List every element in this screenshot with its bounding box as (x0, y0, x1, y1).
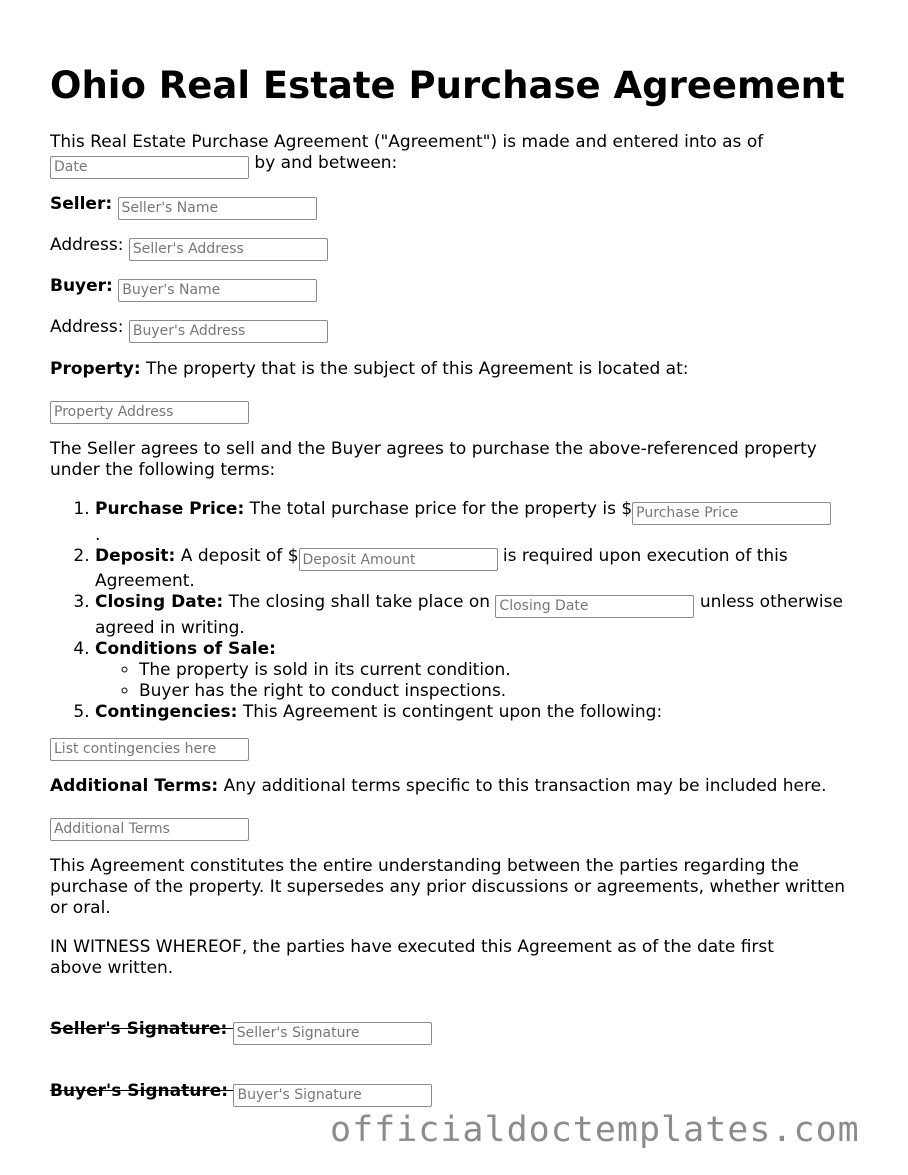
purchase-price-label: Purchase Price: (95, 499, 245, 519)
conditions-label: Conditions of Sale: (95, 638, 276, 659)
purchase-price-text: The total purchase price for the property is $ (249, 499, 633, 519)
purchase-price-period: . (95, 524, 101, 545)
buyer-signature-row (50, 1081, 432, 1107)
terms-list (50, 499, 857, 723)
seller-signature-input[interactable] (233, 1022, 432, 1045)
additional-terms-label: Additional Terms: (50, 776, 219, 796)
deposit-text: A deposit of $ (180, 545, 299, 566)
terms-intro: The Seller agrees to sell and the Buyer agrees to purchase the above-referenced property under the following terms: (50, 439, 817, 480)
intro-text: This Real Estate Purchase Agreement ("Agreement") is made and entered into as of (50, 132, 764, 152)
seller-signature-row (50, 1019, 432, 1045)
deposit-label: Deposit: (95, 545, 176, 566)
term-deposit (95, 546, 857, 593)
term-conditions (95, 639, 857, 702)
additional-terms-row (50, 815, 249, 841)
intro-text-after: by and between: (254, 153, 398, 173)
property-address-row (50, 398, 249, 424)
deposit-text-after: is required upon execution of this Agreement. (95, 545, 788, 591)
property-text: The property that is the subject of this Agreement is located at: (146, 359, 689, 379)
buyer-address-input[interactable] (129, 320, 328, 343)
date-input[interactable] (50, 156, 249, 179)
contingencies-input[interactable] (50, 738, 249, 761)
seller-name-input[interactable] (118, 197, 317, 220)
entire-agreement-paragraph: This Agreement constitutes the entire understanding between the parties regarding the purchase of the property. It supersedes any prior discussions or agreements, whether written or oral. (50, 856, 846, 918)
seller-address-label: Address: (50, 235, 124, 255)
condition-item: ◦ Buyer has the right to conduct inspections. (139, 681, 857, 702)
purchase-price-input[interactable] (632, 502, 831, 525)
buyer-name-row (50, 276, 317, 302)
closing-date-label: Closing Date: (95, 592, 224, 612)
seller-name-row (50, 194, 317, 220)
contingencies-label: Contingencies: (95, 701, 238, 722)
contingencies-text: This Agreement is contingent upon the following: (242, 701, 663, 722)
additional-terms-paragraph (50, 776, 826, 797)
deposit-amount-input[interactable] (299, 548, 498, 571)
term-closing-date (95, 592, 857, 639)
buyer-label: Buyer: (50, 276, 113, 296)
property-label: Property: (50, 359, 141, 379)
additional-terms-text: Any additional terms specific to this transaction may be included here. (223, 776, 827, 796)
watermark: officialdoctemplates.com (330, 1110, 860, 1150)
seller-label: Seller: (50, 194, 113, 214)
term-contingencies (95, 702, 857, 723)
closing-date-input[interactable] (495, 595, 694, 618)
term-purchase-price (95, 499, 857, 546)
seller-address-row (50, 235, 328, 261)
conditions-list (95, 660, 857, 702)
buyer-address-row (50, 317, 328, 343)
closing-date-text-after: unless otherwise agreed in writing. (95, 592, 843, 638)
additional-terms-input[interactable] (50, 818, 249, 841)
witness-paragraph: IN WITNESS WHEREOF, the parties have executed this Agreement as of the date first above written. (50, 937, 774, 978)
buyer-name-input[interactable] (118, 279, 317, 302)
buyer-address-label: Address: (50, 317, 124, 337)
property-address-input[interactable] (50, 401, 249, 424)
contingencies-row (50, 735, 249, 761)
page-title: Ohio Real Estate Purchase Agreement (50, 64, 845, 107)
closing-date-text: The closing shall take place on (228, 592, 491, 612)
buyer-signature-label: Buyer's Signature: (50, 1081, 229, 1101)
intro-paragraph (50, 132, 850, 179)
seller-address-input[interactable] (129, 238, 328, 261)
condition-item: ◦ The property is sold in its current condition. (139, 660, 857, 681)
buyer-signature-input[interactable] (233, 1084, 432, 1107)
seller-signature-label: Seller's Signature: (50, 1019, 228, 1039)
property-paragraph (50, 359, 689, 380)
